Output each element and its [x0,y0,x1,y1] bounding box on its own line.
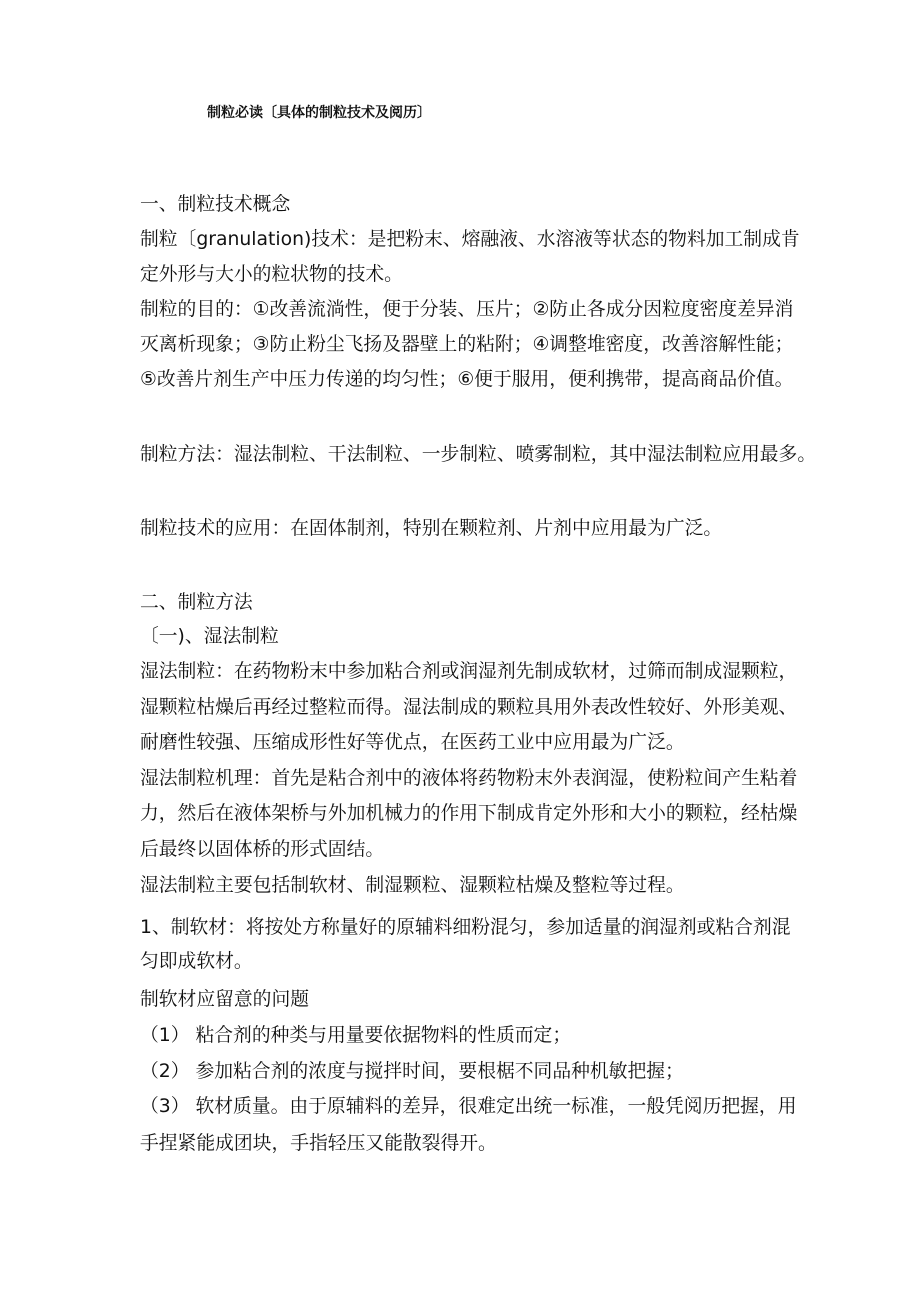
section-heading: 一、制粒技术概念 [140,194,291,215]
paragraph-line: 制粒方法：湿法制粒、干法制粒、一步制粒、喷雾制粒，其中湿法制粒应用最多。 [140,444,817,465]
paragraph-line: 匀即成软材。 [140,951,253,972]
paragraph-line: 制软材应留意的问题 [140,989,310,1010]
paragraph-line: 定外形与大小的粒状物的技术。 [140,264,403,285]
paragraph-line: 1、制软材：将按处方称量好的原辅料细粉混匀，参加适量的润湿剂或粘合剂混 [140,917,791,938]
paragraph-line: 灭离析现象；③防止粉尘飞扬及器壁上的粘附；④调整堆密度，改善溶解性能； [140,334,794,355]
paragraph-line: 湿颗粒枯燥后再经过整粒而得。湿法制成的颗粒具用外表改性较好、外形美观、 [140,697,798,718]
paragraph-line: 后最终以固体桥的形式固结。 [140,839,385,860]
paragraph-line: 制粒技术的应用：在固体制剂，特别在颗粒剂、片剂中应用最为广泛。 [140,518,723,539]
paragraph-line: 湿法制粒机理：首先是粘合剂中的液体将药物粉末外表润湿，使粉粒间产生粘着 [140,768,798,789]
document-title: 制粒必读〔具体的制粒技术及阅历〕 [207,105,431,121]
paragraph-line: 湿法制粒主要包括制软材、制湿颗粒、湿颗粒枯燥及整粒等过程。 [140,875,685,896]
subsection-heading: 〔一)、湿法制粒 [140,626,279,647]
list-item: （2） 参加粘合剂的浓度与搅拌时间，要根椐不同品种机敏把握； [140,1061,684,1082]
paragraph-line: ⑤改善片剂生产中压力传递的均匀性；⑥便于服用，便利携带，提高商品价值。 [140,369,794,390]
paragraph-line: 制粒的目的：①改善流淌性，便于分装、压片；②防止各成分因粒度密度差异消 [140,299,794,320]
paragraph-line: 耐磨性较强、压缩成形性好等优点，在医药工业中应用最为广泛。 [140,732,685,753]
section-heading: 二、制粒方法 [140,592,253,613]
list-item: 手捏紧能成团块，手指轻压又能散裂得开。 [140,1133,497,1154]
paragraph-line: 湿法制粒：在药物粉末中参加粘合剂或润湿剂先制成软材，过筛而制成湿颗粒， [140,661,798,682]
list-item: （1） 粘合剂的种类与用量要依据物料的性质而定； [140,1025,572,1046]
paragraph-line: 力，然后在液体架桥与外加机械力的作用下制成肯定外形和大小的颗粒，经枯燥 [140,803,798,824]
paragraph-line: 制粒〔granulation)技术：是把粉末、熔融液、水溶液等状态的物料加工制成肯 [140,229,800,250]
list-item: （3） 软材质量。由于原辅料的差异，很难定出统一标准，一般凭阅历把握，用 [140,1096,797,1117]
